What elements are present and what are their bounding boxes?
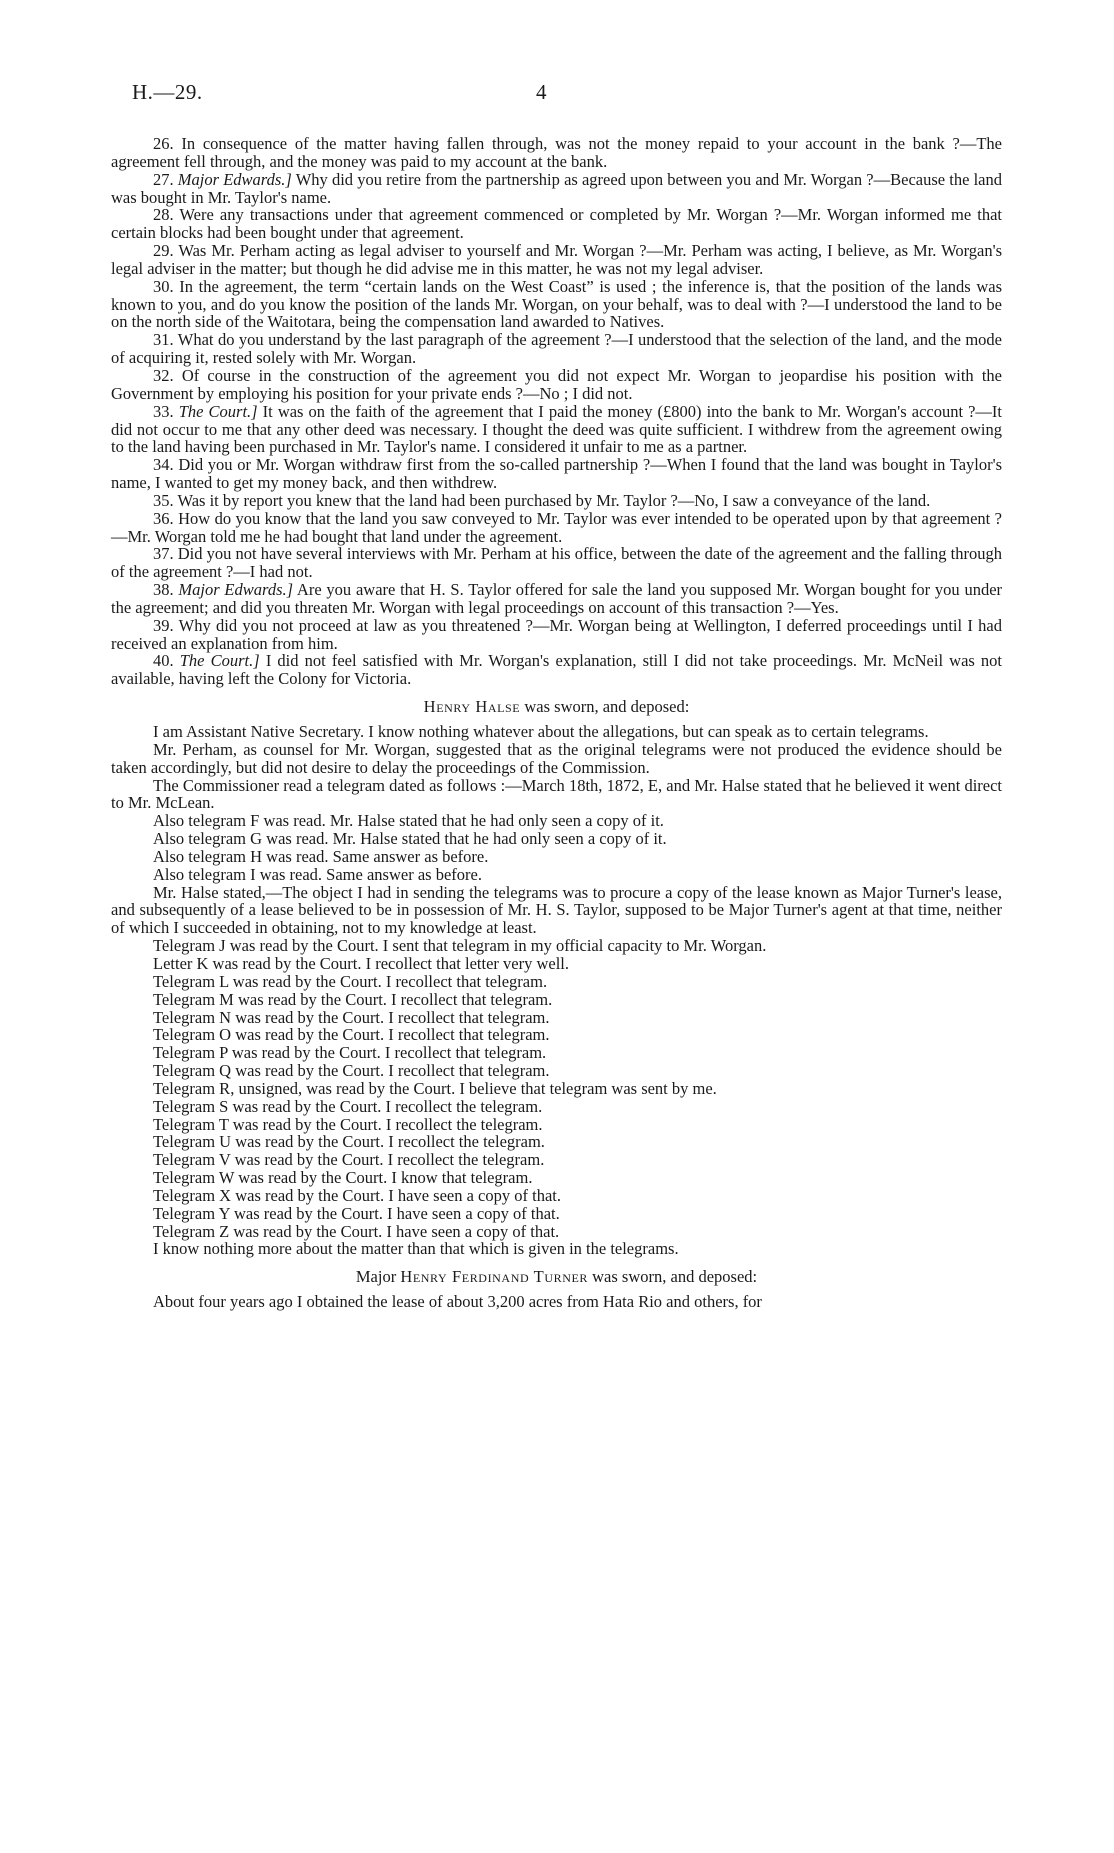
question-number: 38. — [153, 580, 174, 600]
question-paragraph — [111, 367, 1002, 403]
question-text: Did you not have several interviews with Mr. Perham at his office, between the date of the agreement and the falling through of the agreement ?—I had not. — [111, 544, 1002, 582]
question-paragraph — [111, 545, 1002, 581]
paragraph: I am Assistant Native Secretary. I know nothing whatever about the allegations, but can speak as to certain telegrams. — [153, 722, 929, 741]
question-text: Of course in the construction of the agreement you did not expect Mr. Worgan to jeopardise his position with the Government by employing his position for your private ends ?—No ; I did not. — [111, 365, 1003, 403]
question-text: Were any transactions under that agreement commenced or completed by Mr. Worgan ?—Mr. Worgan informed me that certain blocks had been bought under that agreement. — [111, 205, 1003, 243]
question-text: Why did you not proceed at law as you threatened ?—Mr. Worgan being at Wellington, I deferred proceedings until I had received an explanation from him. — [111, 615, 1002, 653]
question-number: 37. — [153, 544, 174, 564]
telegram-line: Letter K was read by the Court. I recollect that letter very well. — [153, 953, 569, 973]
question-paragraph — [111, 278, 1002, 332]
telegram-line: Telegram T was read by the Court. I recollect the telegram. — [153, 1114, 543, 1134]
question-paragraph — [111, 456, 1002, 492]
question-number: 32. — [153, 365, 174, 385]
question-paragraph — [111, 492, 1002, 510]
speaker-label: The Court.] — [178, 401, 258, 421]
speaker-label: Major Edwards.] — [178, 580, 294, 600]
question-text: Did you or Mr. Worgan withdraw first from the so-called partnership ?—When I found that the land was bought in Taylor's name, I wanted to get my money back, and then withdrew. — [111, 455, 1003, 493]
telegram-line: Telegram Q was read by the Court. I recollect that telegram. — [153, 1061, 550, 1081]
question-paragraph — [111, 206, 1002, 242]
telegram-line: Also telegram F was read. Mr. Halse stated that he had only seen a copy of it. — [153, 811, 664, 831]
question-number: 28. — [153, 205, 174, 225]
question-text: It was on the faith of the agreement that I paid the money (£800) into the bank to Mr. Worgan's account ?—It did not occur to me that any other deed was necessary. I thought the deed was quite sufficient. I withdrew from the agreement owing to the land having been purchased in Mr. Taylor's name. I considered it unfair to me as a partner. — [111, 401, 1003, 457]
question-paragraph — [111, 581, 1002, 617]
question-number: 40. — [153, 651, 174, 671]
question-text: Was it by report you knew that the land had been purchased by Mr. Taylor ?—No, I saw a conveyance of the land. — [177, 490, 931, 510]
question-number: 27. — [153, 169, 174, 189]
telegram-line: Telegram R, unsigned, was read by the Court. I believe that telegram was sent by me. — [153, 1078, 717, 1098]
telegram-line: Telegram X was read by the Court. I have seen a copy of that. — [153, 1185, 561, 1205]
page-body — [111, 135, 1002, 1311]
question-paragraph — [111, 331, 1002, 367]
telegram-line: I know nothing more about the matter than that which is given in the telegrams. — [153, 1239, 679, 1259]
paragraph: Mr. Perham, as counsel for Mr. Worgan, suggested that as the original telegrams were not produced the evidence should be taken accordingly, but did not desire to delay the proceedings of the Commission. — [111, 739, 1002, 777]
telegram-line: Telegram Z was read by the Court. I have seen a copy of that. — [153, 1221, 560, 1241]
question-number: 33. — [153, 401, 174, 421]
question-text: In consequence of the matter having fallen through, was not the money repaid to your account in the bank ?—The agreement fell through, and the money was paid to my account at the bank. — [111, 134, 1003, 171]
question-text: Was Mr. Perham acting as legal adviser to yourself and Mr. Worgan ?—Mr. Perham was acting, I believe, as Mr. Worgan's legal adviser in the matter; but though he did advise me in this matter, he was not my legal adviser. — [111, 241, 1003, 278]
question-list — [111, 135, 1002, 688]
question-paragraph — [111, 135, 1002, 171]
witness-heading-text: was sworn, and deposed: — [588, 1267, 758, 1287]
question-paragraph — [111, 242, 1002, 278]
witness-name: Henry Halse — [423, 697, 521, 717]
question-text: Why did you retire from the partnership as agreed upon between you and Mr. Worgan ?—Because the land was bought in Mr. Taylor's name. — [111, 169, 1002, 207]
telegram-line: Also telegram H was read. Same answer as before. — [153, 846, 489, 866]
question-number: 35. — [153, 490, 174, 510]
speaker-label: The Court.] — [179, 651, 260, 671]
witness-name: Henry Ferdinand Turner — [400, 1267, 589, 1287]
telegram-line: Telegram J was read by the Court. I sent that telegram in my official capacity to Mr. Worgan. — [153, 936, 767, 956]
speaker-label: Major Edwards.] — [177, 169, 292, 189]
telegram-line: Telegram M was read by the Court. I recollect that telegram. — [153, 989, 553, 1009]
witness-title: Major — [355, 1267, 401, 1287]
question-text: What do you understand by the last paragraph of the agreement ?—I understood that the selection of the land, and the mode of acquiring it, rested solely with Mr. Worgan. — [111, 330, 1002, 368]
witness-heading-text: was sworn, and deposed: — [520, 697, 690, 717]
question-text: How do you know that the land you saw conveyed to Mr. Taylor was ever intended to be operated upon by that agreement ?—Mr. Worgan told me he had bought that land under the agreement. — [111, 508, 1003, 546]
question-number: 29. — [153, 241, 174, 261]
telegram-line: Telegram N was read by the Court. I recollect that telegram. — [153, 1007, 550, 1027]
question-paragraph — [111, 652, 1002, 688]
telegram-line: Also telegram G was read. Mr. Halse stated that he had only seen a copy of it. — [153, 829, 667, 849]
witness-heading-halse — [111, 698, 1002, 716]
question-text: Are you aware that H. S. Taylor offered for sale the land you supposed Mr. Worgan bought for you under the agreement; and did you threaten Mr. Worgan with legal proceedings on account of this transaction ?—Yes. — [111, 580, 1003, 617]
question-paragraph — [111, 617, 1002, 653]
question-paragraph — [111, 510, 1002, 546]
question-number: 30. — [153, 276, 174, 296]
telegram-line: Telegram Y was read by the Court. I have seen a copy of that. — [153, 1203, 560, 1223]
question-paragraph — [111, 403, 1002, 457]
telegram-line: Also telegram I was read. Same answer as before. — [153, 864, 482, 884]
telegram-list — [111, 812, 1002, 883]
paragraph: The Commissioner read a telegram dated as follows :—March 18th, 1872, E, and Mr. Halse stated that he believed it went direct to Mr. McLean. — [111, 775, 1002, 813]
telegram-line: Telegram O was read by the Court. I recollect that telegram. — [153, 1025, 550, 1045]
telegram-line: Telegram V was read by the Court. I recollect the telegram. — [153, 1150, 545, 1170]
question-number: 34. — [153, 455, 174, 475]
question-number: 36. — [153, 508, 174, 528]
document-reference: H.—29. — [132, 80, 203, 104]
question-number: 31. — [153, 330, 174, 350]
paragraph: Mr. Halse stated,—The object I had in sending the telegrams was to procure a copy of the lease known as Major Turner's lease, and subsequently of a lease believed to be in possession of Mr. H. S. Taylor, supposed to be Major Turner's agent at that time, neither of which I succeeded in obtaining, not to my knowledge at least. — [111, 882, 1002, 938]
question-paragraph — [111, 171, 1002, 207]
witness-heading-turner — [111, 1268, 1002, 1286]
telegram-line: Telegram W was read by the Court. I know that telegram. — [153, 1168, 533, 1188]
telegram-line: Telegram U was read by the Court. I recollect the telegram. — [153, 1132, 545, 1152]
paragraph: About four years ago I obtained the lease of about 3,200 acres from Hata Rio and others, for — [153, 1292, 762, 1312]
page-number: 4 — [536, 80, 547, 104]
telegram-list — [111, 937, 1002, 1258]
question-text: In the agreement, the term “certain lands on the West Coast” is used ; the inference is, that the position of the lands was known to you, and do you know the position of the lands Mr. Worgan, on your behalf, was to deal with ?—I understood the land to be on the north side of the Waitotara, being the compensation land awarded to Natives. — [111, 276, 1003, 332]
question-number: 26. — [153, 134, 174, 153]
page-header — [132, 80, 992, 110]
telegram-line: Telegram S was read by the Court. I recollect the telegram. — [153, 1096, 543, 1116]
telegram-line: Telegram P was read by the Court. I recollect that telegram. — [153, 1043, 547, 1063]
telegram-line: Telegram L was read by the Court. I recollect that telegram. — [153, 971, 548, 991]
question-number: 39. — [153, 615, 174, 635]
question-text: I did not feel satisfied with Mr. Worgan's explanation, still I did not take proceedings. Mr. McNeil was not available, having left the Colony for Victoria. — [111, 651, 1003, 689]
